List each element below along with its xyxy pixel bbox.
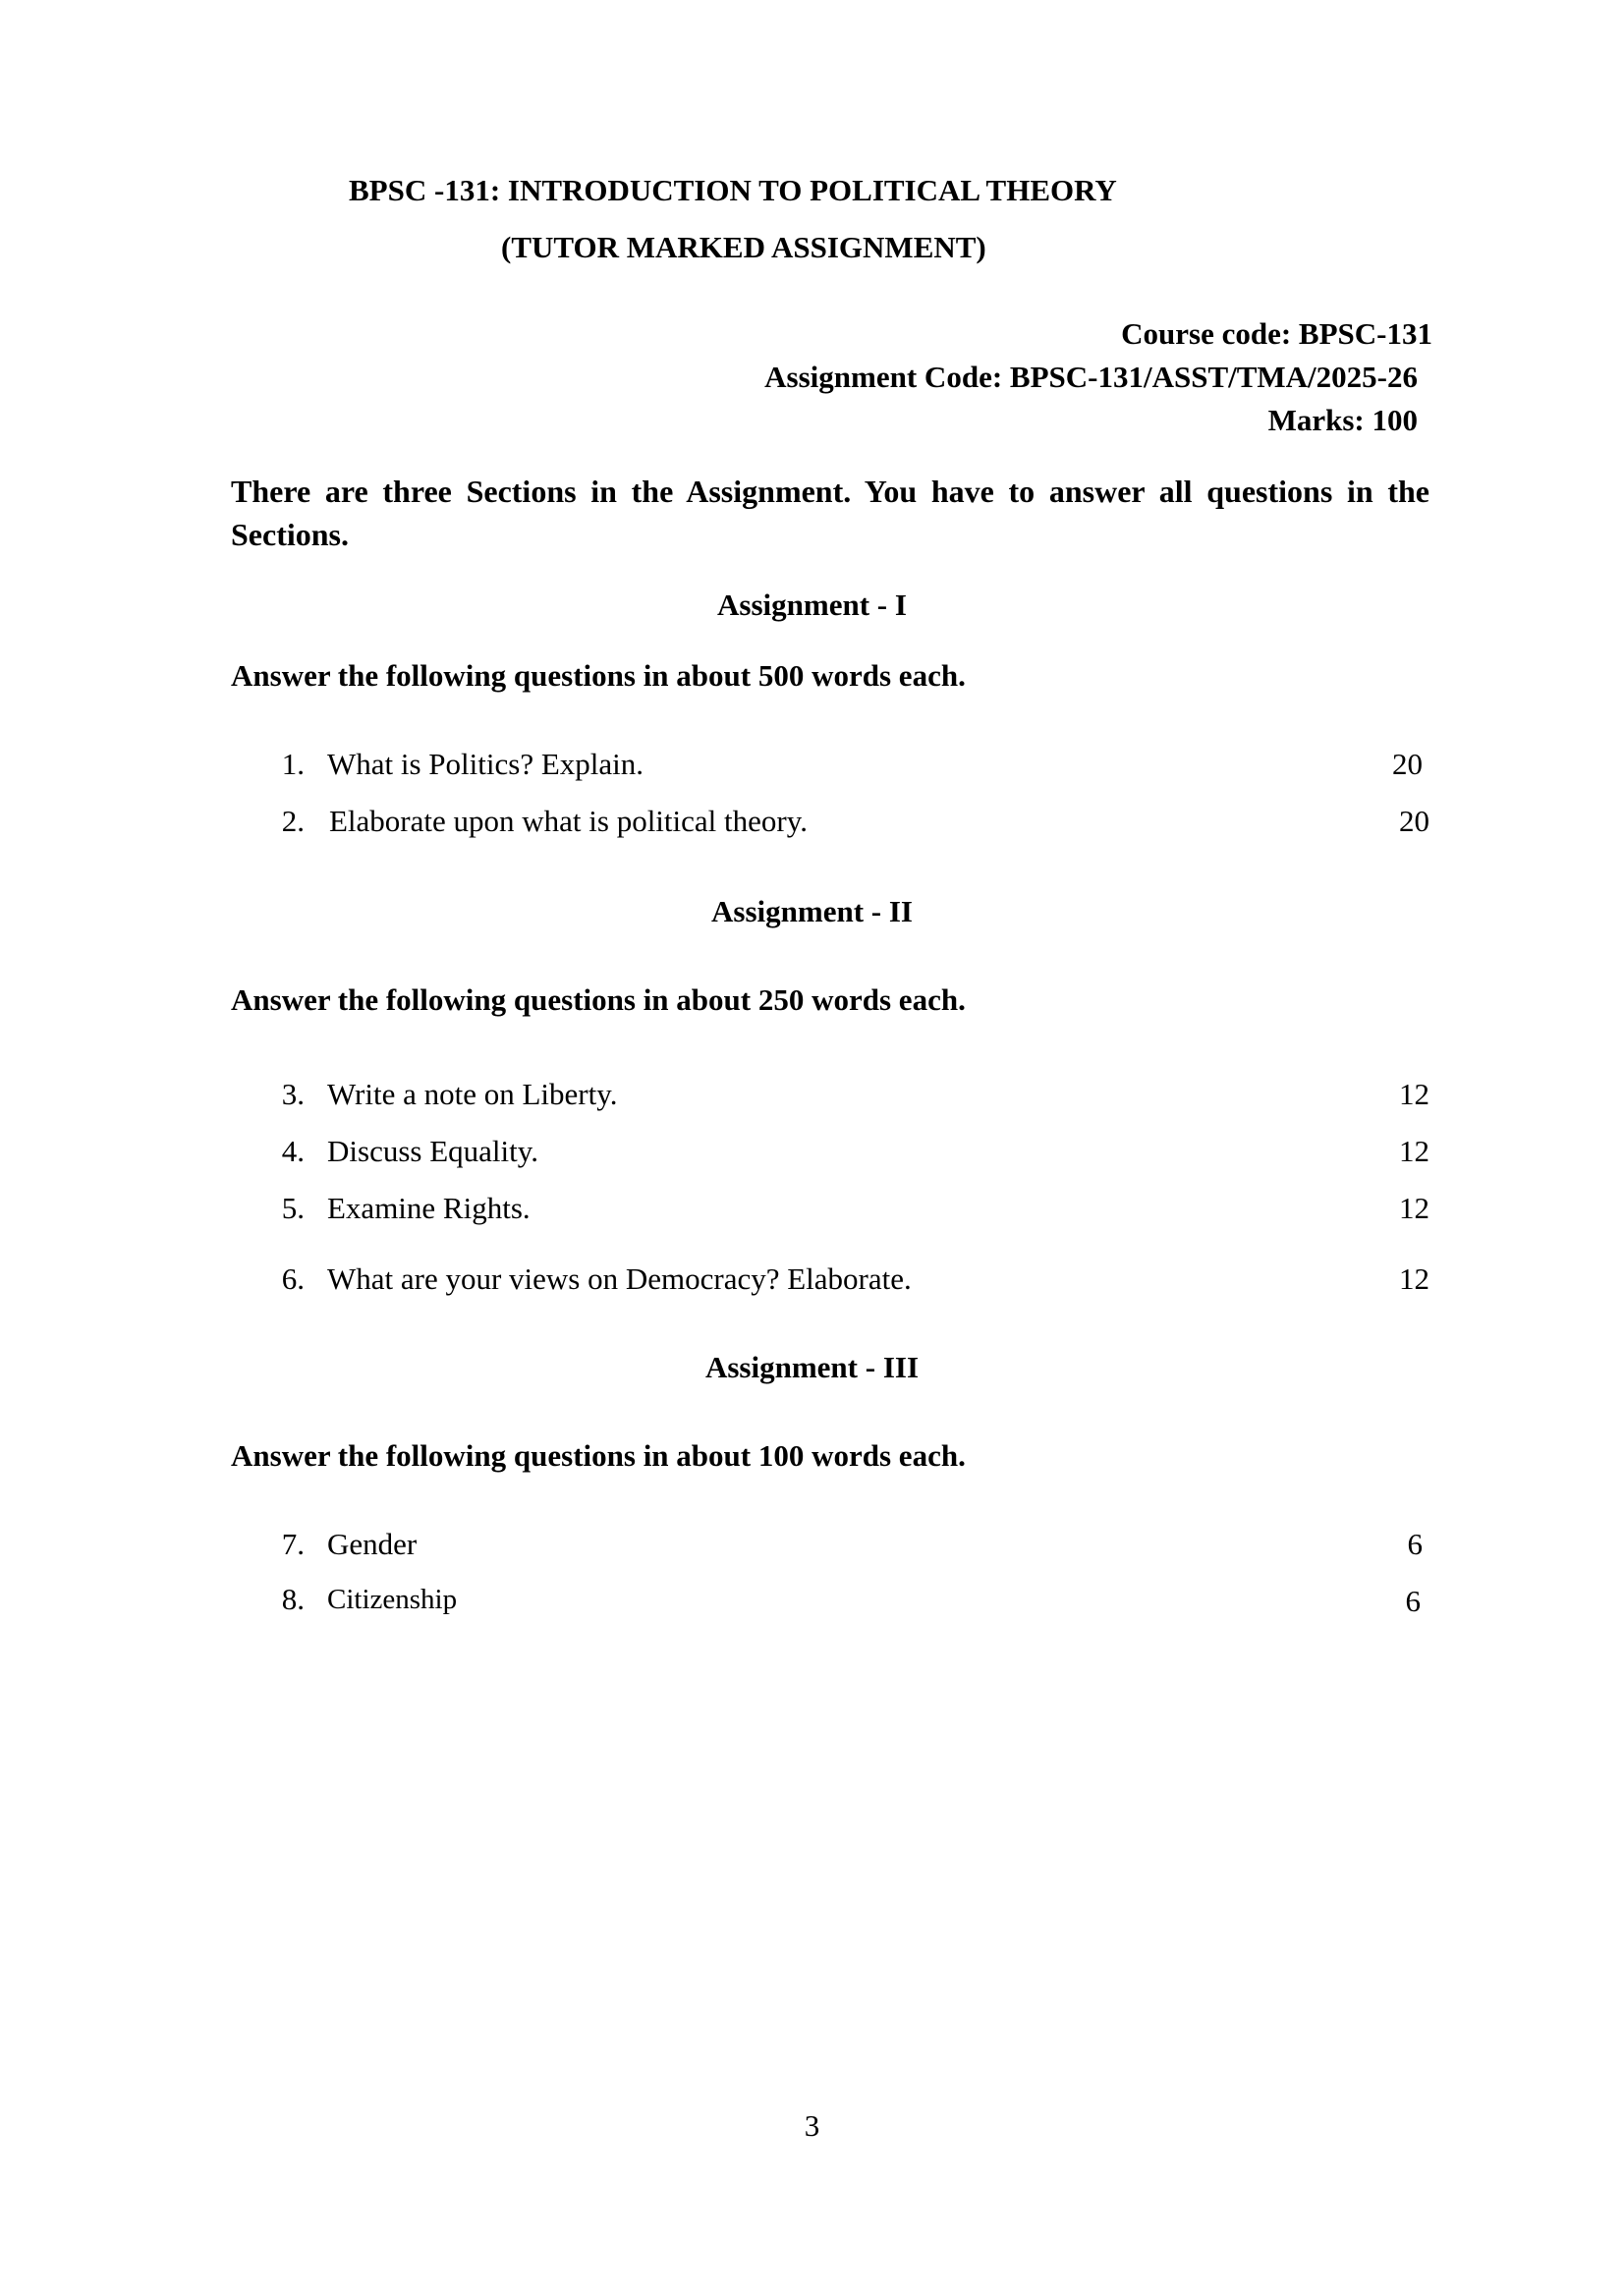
page-number: 3 [804,2108,820,2143]
section-instruction-2: Answer the following questions in about 250 words each. [231,982,966,1017]
intro-paragraph: There are three Sections in the Assignment. You have to answer all questions in the Sections. [231,474,1429,552]
question-text: Elaborate upon what is political theory. [329,804,808,838]
course-code: Course code: BPSC-131 [1121,316,1432,351]
section-instruction-3: Answer the following questions in about 100 words each. [231,1438,966,1473]
question-text: What is Politics? Explain. [327,747,644,781]
question-number: 2. [281,804,305,838]
question-marks: 6 [1407,1527,1423,1561]
document-title: BPSC -131: INTRODUCTION TO POLITICAL THEORY [349,173,1117,207]
question-number: 5. [281,1191,305,1225]
question-marks: 6 [1405,1584,1421,1618]
question-marks: 12 [1399,1077,1429,1111]
total-marks: Marks: 100 [1267,403,1418,437]
question-marks: 20 [1392,747,1423,781]
section-title-2: Assignment - II [711,894,913,928]
question-number: 4. [281,1134,305,1168]
question-marks: 12 [1399,1261,1429,1296]
section-title-3: Assignment - III [704,1350,920,1384]
question-number: 6. [281,1261,305,1296]
question-text: What are your views on Democracy? Elaborate. [327,1261,912,1296]
section-instruction-1: Answer the following questions in about 500 words each. [231,658,966,693]
section-title-1: Assignment - I [717,588,907,622]
question-number: 3. [281,1077,305,1111]
question-text: Discuss Equality. [327,1134,538,1168]
question-number: 7. [281,1527,305,1561]
question-text: Write a note on Liberty. [327,1077,618,1111]
question-text: Citizenship [327,1584,458,1615]
question-marks: 12 [1399,1191,1429,1225]
assignment-code: Assignment Code: BPSC-131/ASST/TMA/2025-26 [764,360,1418,394]
question-number: 1. [281,747,305,781]
question-marks: 12 [1399,1134,1429,1168]
question-number: 8. [281,1582,305,1616]
question-marks: 20 [1399,804,1429,838]
document-subtitle: (TUTOR MARKED ASSIGNMENT) [501,230,986,264]
question-text: Examine Rights. [327,1191,531,1225]
question-text: Gender [327,1527,418,1561]
